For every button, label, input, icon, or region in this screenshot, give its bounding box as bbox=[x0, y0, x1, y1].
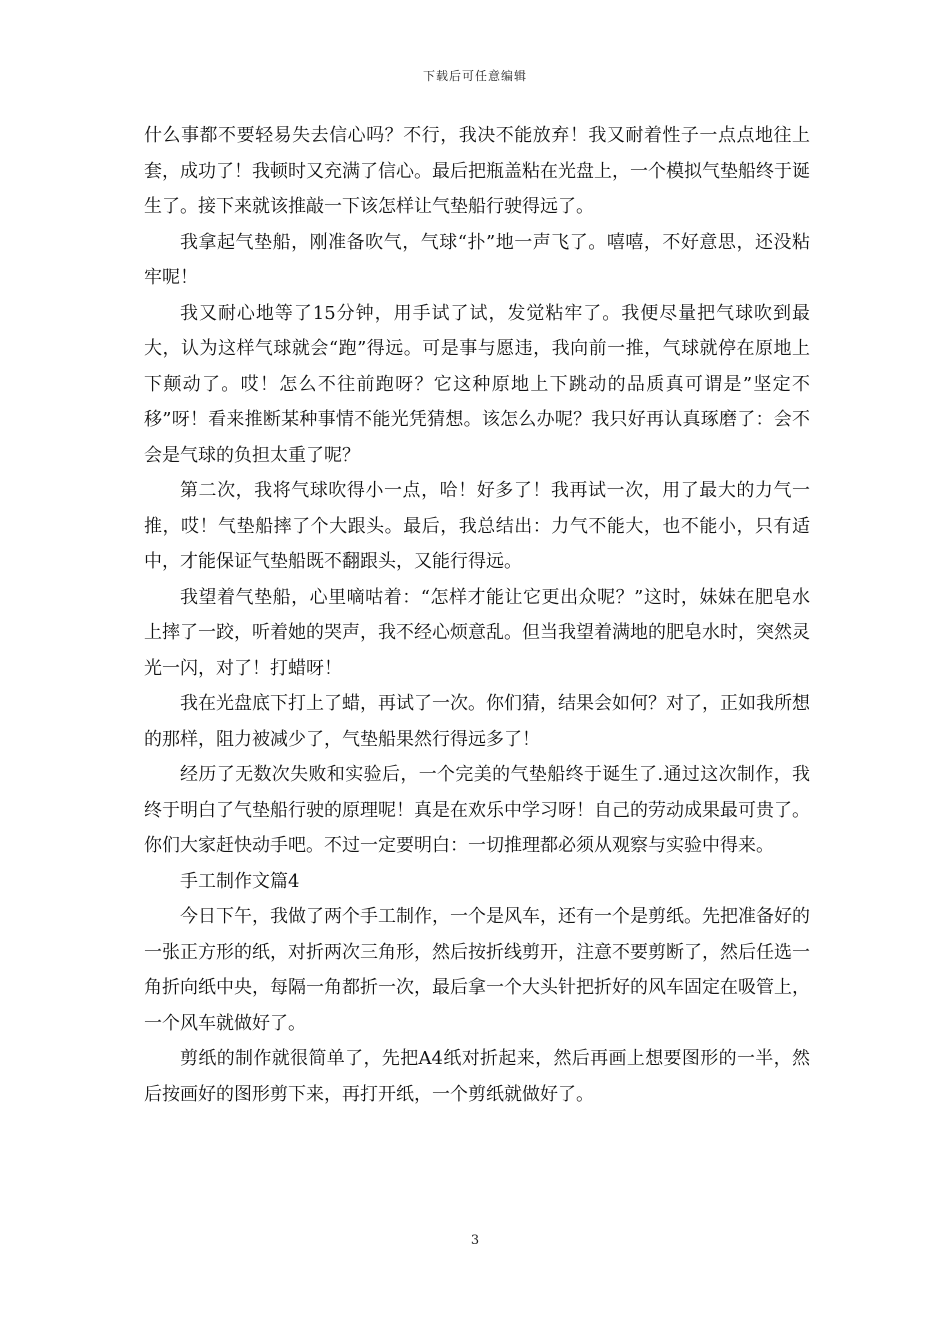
paragraph: 我拿起气垫船，刚准备吹气，气球“扑”地一声飞了。嘻嘻，不好意思，还没粘牢呢！ bbox=[144, 231, 810, 288]
document-body bbox=[144, 118, 810, 1112]
paragraph-continuation: 什么事都不要轻易失去信心吗？不行，我决不能放弃！我又耐着性子一点点地往上套，成功了！我顿时又充满了信心。最后把瓶盖粘在光盘上，一个模拟气垫船终于诞生了。接下来就该推敲一下该怎样让气垫船行驶得远了。 bbox=[144, 125, 810, 217]
paragraph: 今日下午，我做了两个手工制作，一个是风车，还有一个是剪纸。先把准备好的一张正方形的纸，对折两次三角形，然后按折线剪开，注意不要剪断了，然后任选一角折向纸中央，每隔一角都折一次，最后拿一个大头针把折好的风车固定在吸管上，一个风车就做好了。 bbox=[144, 906, 810, 1034]
paragraph: 剪纸的制作就很简单了，先把A4纸对折起来，然后再画上想要图形的一半，然后按画好的图形剪下来，再打开纸，一个剪纸就做好了。 bbox=[144, 1048, 810, 1105]
paragraph: 我又耐心地等了15分钟，用手试了试，发觉粘牢了。我便尽量把气球吹到最大，认为这样气球就会“跑”得远。可是事与愿违，我向前一推，气球就停在原地上下颠动了。哎！怎么不往前跑呀？它这种原地上下跳动的品质真可谓是”坚定不移”呀！看来推断某种事情不能光凭猜想。该怎么办呢？我只好再认真琢磨了：会不会是气球的负担太重了呢？ bbox=[144, 302, 810, 466]
header-note: 下载后可任意编辑 bbox=[422, 69, 527, 83]
paragraph: 第二次，我将气球吹得小一点，哈！好多了！我再试一次，用了最大的力气一推，哎！气垫船摔了个大跟头。最后，我总结出：力气不能大，也不能小，只有适中，才能保证气垫船既不翻跟头，又能行得远。 bbox=[144, 480, 810, 572]
paragraph: 我望着气垫船，心里嘀咕着：“怎样才能让它更出众呢？”这时，妹妹在肥皂水上摔了一跤，听着她的哭声，我不经心烦意乱。但当我望着满地的肥皂水时，突然灵光一闪，对了！打蜡呀！ bbox=[144, 586, 810, 679]
section-heading: 手工制作文篇4 bbox=[180, 870, 300, 892]
paragraph: 经历了无数次失败和实验后，一个完美的气垫船终于诞生了.通过这次制作，我终于明白了气垫船行驶的原理呢！真是在欢乐中学习呀！自己的劳动成果最可贵了。你们大家赶快动手吧。不过一定要明白：一切推理都必须从观察与实验中得来。 bbox=[144, 764, 810, 856]
paragraph: 我在光盘底下打上了蜡，再试了一次。你们猜，结果会如何？对了，正如我所想的那样，阻力被减少了，气垫船果然行得远多了！ bbox=[144, 693, 810, 750]
page-number: 3 bbox=[470, 1233, 480, 1248]
